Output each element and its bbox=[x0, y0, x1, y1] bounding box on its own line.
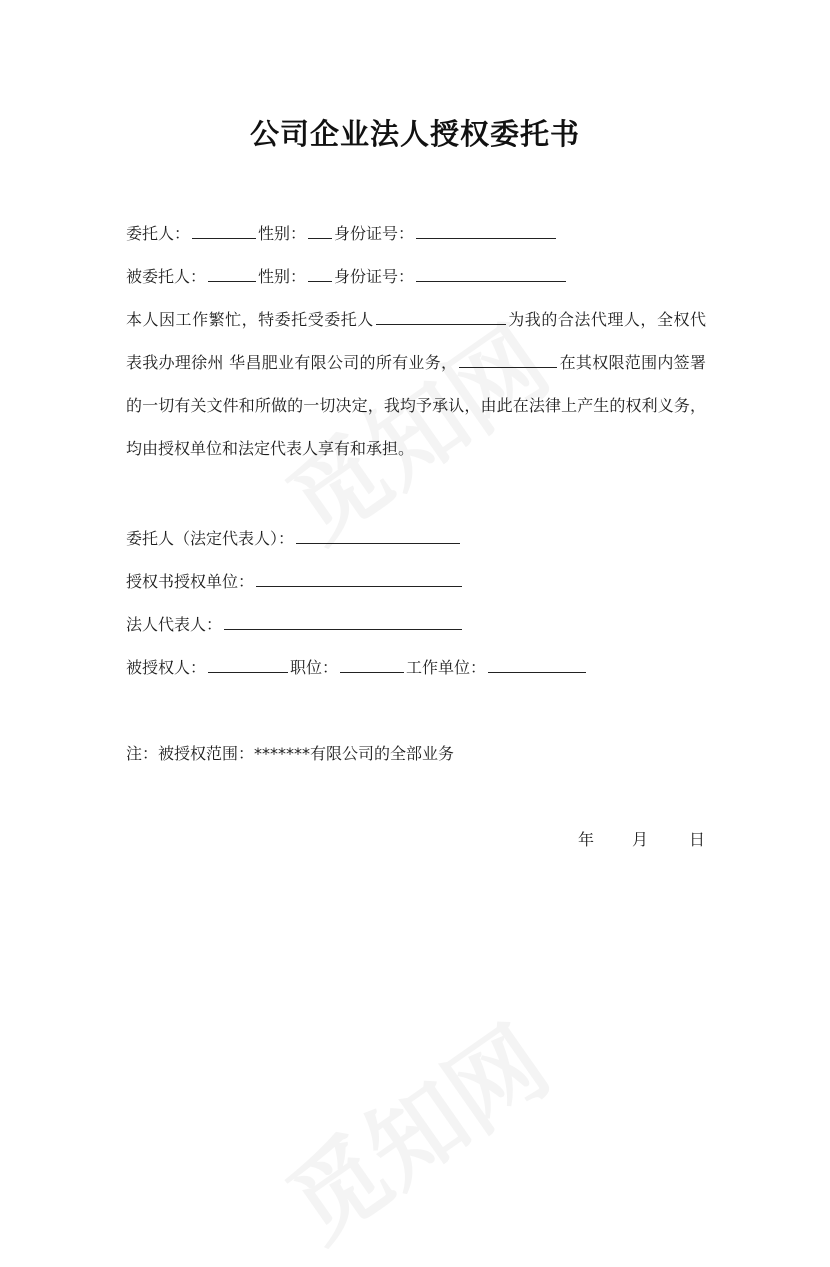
authorized-person-blank[interactable] bbox=[208, 656, 288, 673]
watermark bbox=[257, 990, 571, 1267]
agent-name-blank[interactable] bbox=[376, 308, 506, 325]
id-number-label: 身份证号： bbox=[334, 224, 415, 243]
authorized-person-label: 被授权人： bbox=[126, 658, 207, 677]
paragraph-part3: 在其权限范围内签署的一切有关文件和所做的一切决定，我均予承认，由此在法律上产生的权利义务，均由授权单位和法定代表人享有和承担。 bbox=[126, 353, 706, 458]
paragraph-part2: 为我的合法代理人，全权代表我办理徐州 华昌肥业有限公司的所有业务， bbox=[126, 310, 706, 372]
scope-blank[interactable] bbox=[459, 351, 557, 368]
workplace-label: 工作单位： bbox=[406, 658, 487, 677]
legal-rep-blank[interactable] bbox=[224, 613, 462, 630]
paragraph-part1: 本人因工作繁忙，特委托受委托人 bbox=[126, 310, 374, 329]
principal-info-line bbox=[126, 222, 558, 245]
workplace-blank[interactable] bbox=[488, 656, 586, 673]
agent-gender-blank[interactable] bbox=[308, 265, 332, 282]
position-label: 职位： bbox=[290, 658, 339, 677]
id-number-label: 身份证号： bbox=[334, 267, 415, 286]
principal-signature-blank[interactable] bbox=[296, 527, 460, 544]
legal-rep-label: 法人代表人： bbox=[126, 615, 223, 634]
principal-name-blank[interactable] bbox=[192, 222, 256, 239]
authorizing-unit-label: 授权书授权单位： bbox=[126, 572, 255, 591]
agent-label: 被委托人： bbox=[126, 267, 207, 286]
scope-note: 注：被授权范围：*******有限公司的全部业务 bbox=[126, 744, 455, 763]
date-year: 年 bbox=[578, 830, 595, 849]
principal-gender-blank[interactable] bbox=[308, 222, 332, 239]
authorizing-unit-blank[interactable] bbox=[256, 570, 462, 587]
authorizing-unit-line bbox=[126, 570, 464, 593]
principal-id-blank[interactable] bbox=[416, 222, 556, 239]
authorization-paragraph bbox=[126, 298, 706, 470]
agent-info-line bbox=[126, 265, 568, 288]
authorized-person-line bbox=[126, 656, 588, 679]
principal-label: 委托人： bbox=[126, 224, 191, 243]
date-day: 日 bbox=[689, 830, 706, 849]
principal-signature-line bbox=[126, 527, 462, 550]
principal-signature-label: 委托人（法定代表人）： bbox=[126, 529, 295, 548]
gender-label: 性别： bbox=[258, 267, 307, 286]
legal-rep-line bbox=[126, 613, 464, 636]
agent-name-blank[interactable] bbox=[208, 265, 256, 282]
document-title: 公司企业法人授权委托书 bbox=[249, 117, 580, 151]
agent-id-blank[interactable] bbox=[416, 265, 566, 282]
date-month: 月 bbox=[632, 830, 649, 849]
position-blank[interactable] bbox=[340, 656, 404, 673]
gender-label: 性别： bbox=[258, 224, 307, 243]
